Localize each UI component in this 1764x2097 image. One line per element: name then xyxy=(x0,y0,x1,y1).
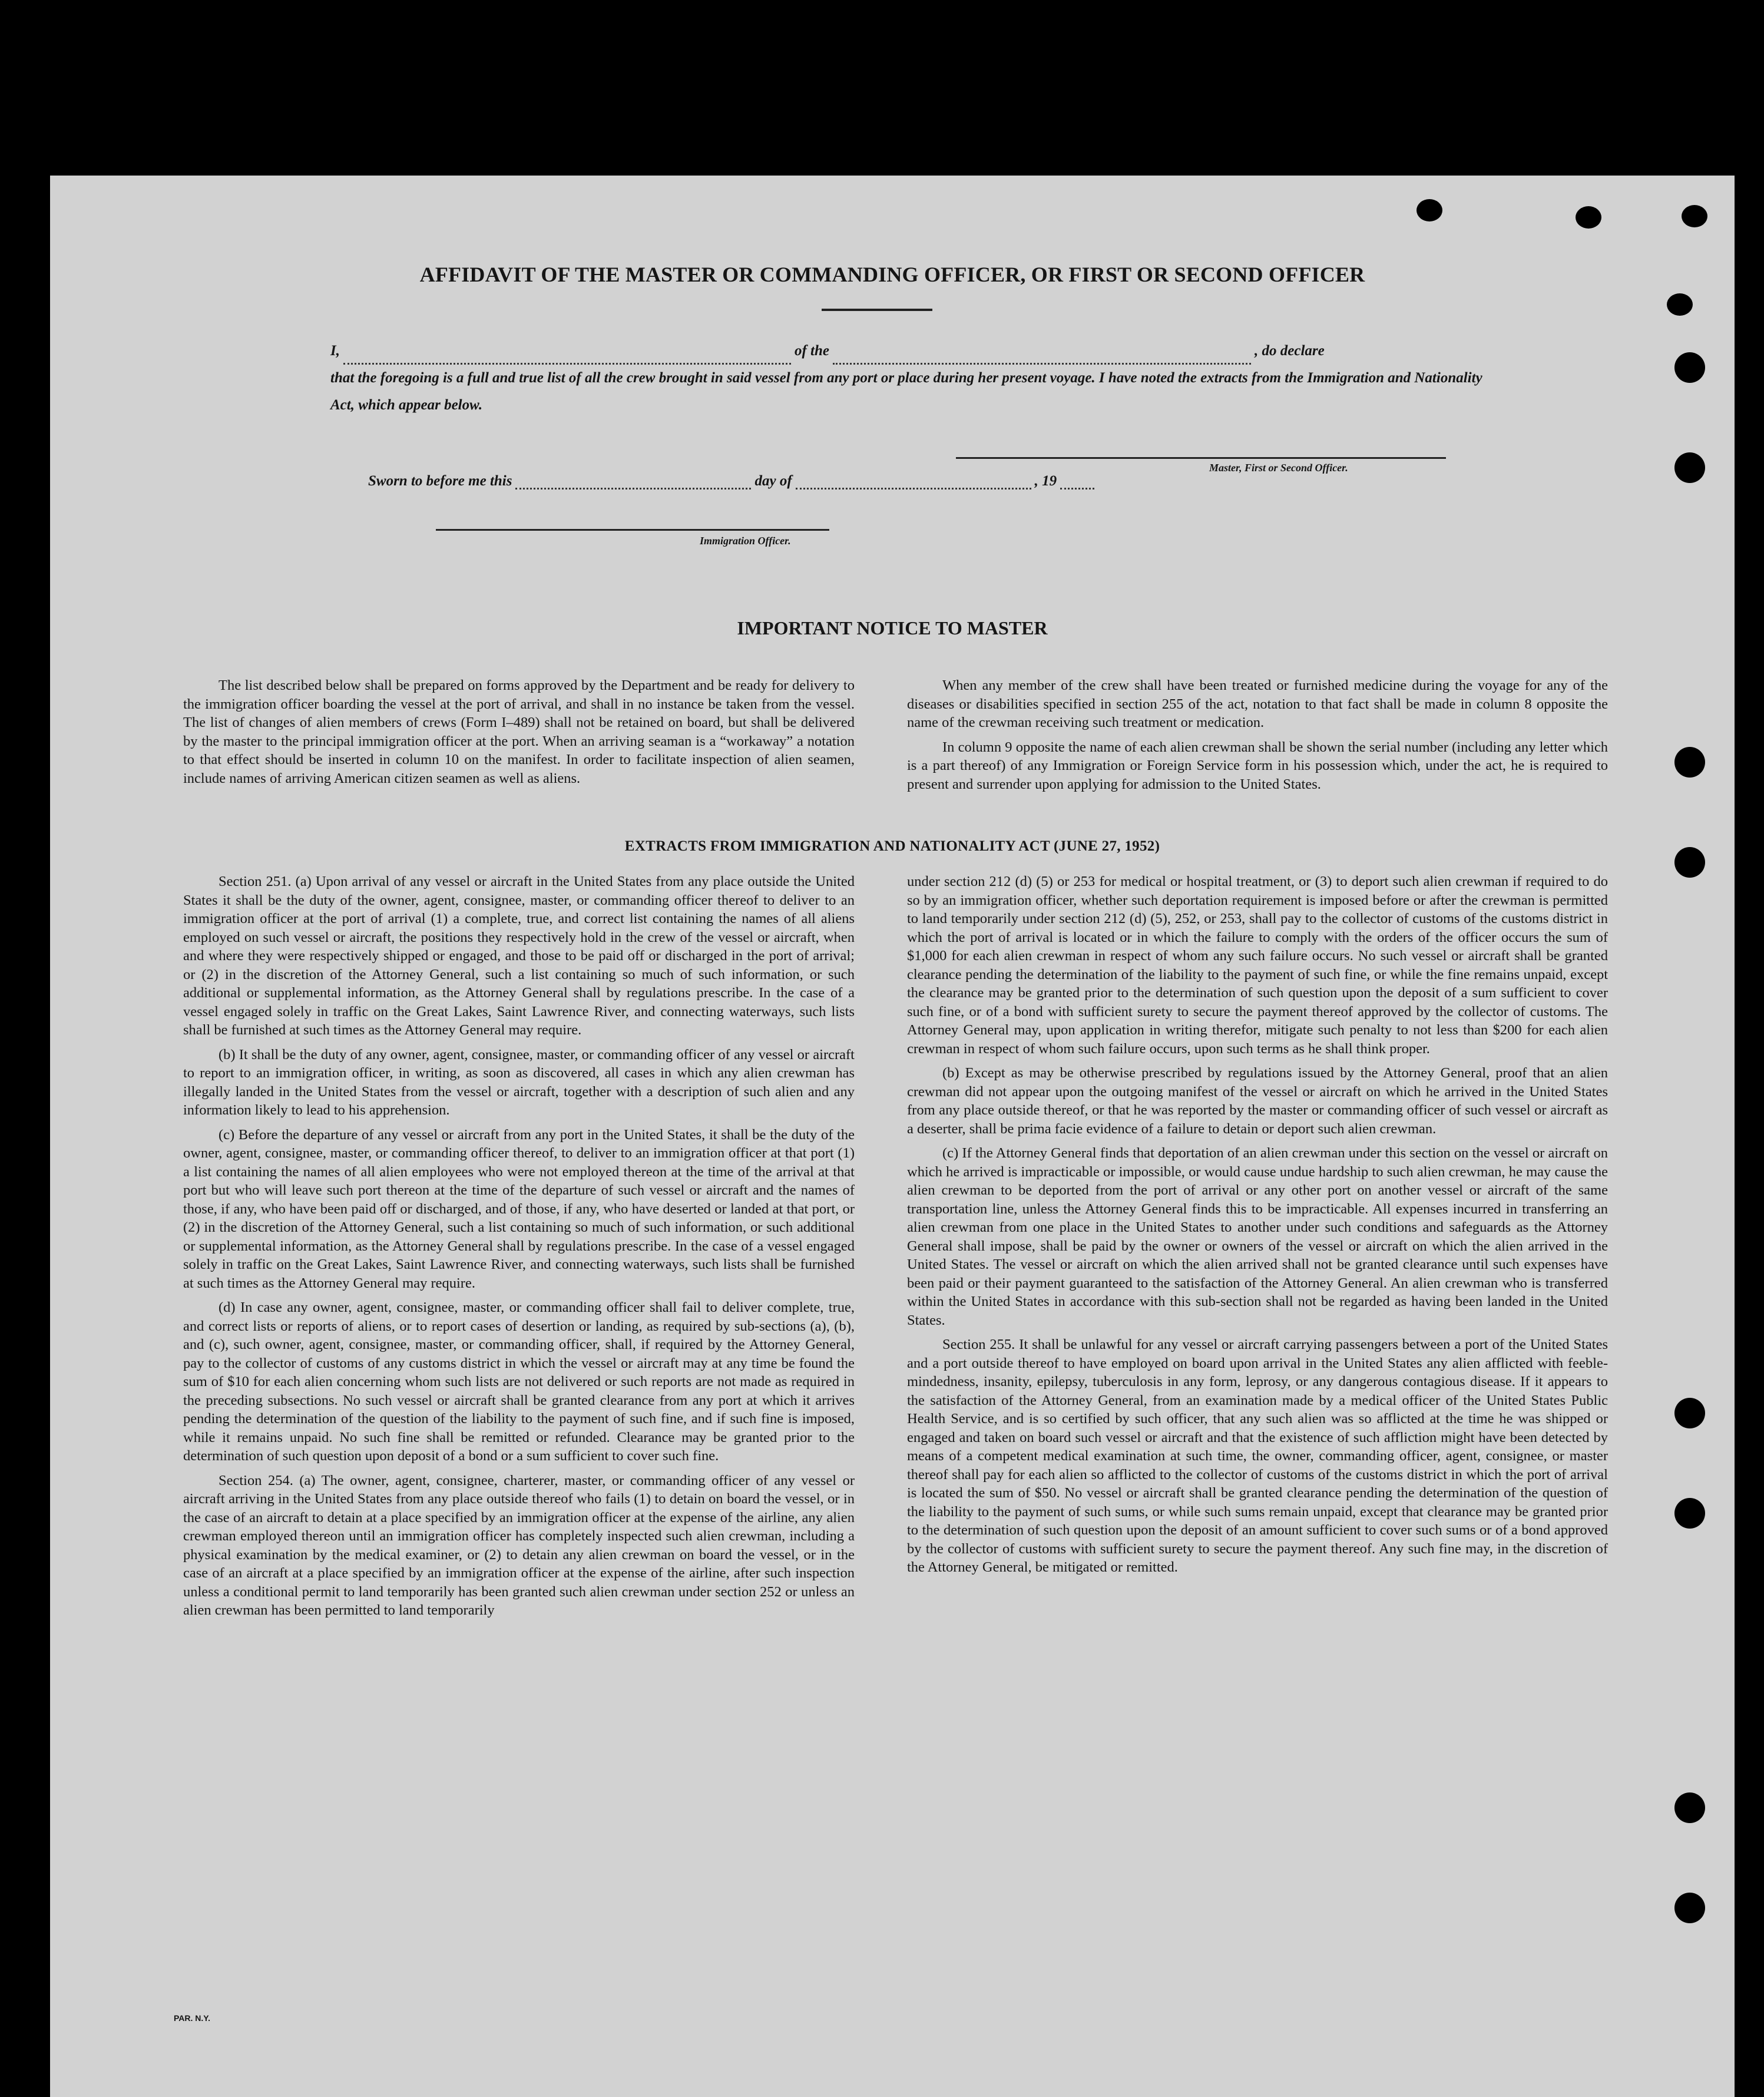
notice-paragraph: When any member of the crew shall have been treated or furnished medicine during the voyage for any of the diseases or disabilities specified in section 255 of the act, notation to that fact shall be made in column 8 opposite the name of the crewman receiving such treatment or medication. xyxy=(907,677,1608,730)
declaration-text: that the foregoing is a full and true list of all the crew brought in said vessel from any port or place during her present voyage. I have noted the extracts from the Immigration and Nationality Act, which appear below. xyxy=(330,370,1482,413)
year-label: , 19 xyxy=(1034,473,1057,489)
extracts-left-column xyxy=(183,872,855,1626)
extracts-right-column xyxy=(907,872,1608,1583)
binder-hole xyxy=(1576,206,1601,229)
printer-mark: PAR. N.Y. xyxy=(174,2013,210,2023)
notice-right-column xyxy=(907,676,1608,799)
officer-signature-line[interactable] xyxy=(436,529,829,531)
sworn-day-field[interactable] xyxy=(515,476,751,489)
sworn-label: Sworn to before me this xyxy=(368,473,512,489)
declaration-line xyxy=(330,338,1486,365)
vessel-field[interactable] xyxy=(833,351,1251,365)
binder-hole xyxy=(1674,747,1705,778)
officer-signature-label: Immigration Officer. xyxy=(700,535,791,547)
statute-paragraph: (b) It shall be the duty of any owner, agent, consignee, master, or commanding officer of any vessel or aircraft to report to an immigration officer, in writing, as soon as discovered, all cases in which any alien crewman has illegally landed in the United States from the vessel or aircraft, together with a description of such alien and any information likely to lead to his apprehension. xyxy=(183,1046,855,1118)
statute-paragraph: (b) Except as may be otherwise prescribed by regulations issued by the Attorney General, proof that an alien crewman did not appear upon the outgoing manifest of the vessel or aircraft on which he arrived in the United States from any place outside thereof, or that he was reported by the master or commanding officer of such vessel or aircraft as a deserter, shall be prima facie evidence of a failure to detain or deport such alien crewman. xyxy=(907,1065,1608,1137)
binder-hole xyxy=(1674,1398,1705,1428)
statute-paragraph: Section 251. (a) Upon arrival of any vessel or aircraft in the United States from any place outside the United States it shall be the duty of the owner, agent, consignee, master, or commanding officer thereof to deliver to an immigration officer at the port of arrival (1) a complete, true, and correct list containing the names of all aliens employed on such vessel or aircraft, the positions they respectively hold in the crew of the vessel or aircraft, when and where they were respectively shipped or engaged, and those to be paid off or discharged in the port of arrival; or (2) in the discretion of the Attorney General, such a list containing so much of such information, or such additional or supplemental information, as the Attorney General shall by regulations prescribe. In the case of a vessel engaged solely in traffic on the Great Lakes, Saint Lawrence River, and connecting waterways, such lists shall be furnished at such times as the Attorney General may require. xyxy=(183,874,855,1038)
binder-hole xyxy=(1667,293,1693,316)
sworn-year-field[interactable] xyxy=(1060,476,1094,489)
extracts-title: EXTRACTS FROM IMMIGRATION AND NATIONALITY ACT (JUNE 27, 1952) xyxy=(624,838,1160,854)
binder-hole xyxy=(1674,352,1705,383)
day-of-label: day of xyxy=(754,473,792,489)
title-rule xyxy=(822,309,932,311)
sworn-line xyxy=(368,473,1098,489)
binder-hole xyxy=(1417,199,1442,221)
notice-paragraph: In column 9 opposite the name of each alien crewman shall be shown the serial number (including any letter which is a part thereof) of any Immigration or Foreign Service form in his possession which, under the act, he is required to present and surrender upon applying for admission to the United States. xyxy=(907,739,1608,792)
statute-paragraph: under section 212 (d) (5) or 253 for medical or hospital treatment, or (3) to deport such alien crewman if required to do so by an immigration officer, whether such deportation requirement is imposed before or after the crewman is permitted to land temporarily under section 212 (d) (5), 252, or 253, shall pay to the collector of customs of the customs district in which the port of arrival is located or in which the failure to comply with the orders of the officer occurs the sum of $1,000 for each alien crewman in respect of whom any such failure occurs. No such vessel or aircraft shall be granted clearance pending the determination of the liability to the payment of such fine, or while the fine remains unpaid, except the clearance may be granted prior to the determination of such question upon the deposit of a sum sufficient to cover such fine, or of a bond with sufficient surety to secure the payment thereof approved by the collector of customs. The Attorney General may, upon application in writing therefor, mitigate such penalty to not less than $200 for each alien crewman in respect of whom such failure occurs, upon such terms as he shall think proper. xyxy=(907,874,1608,1057)
i-label: I, xyxy=(330,343,340,359)
statute-paragraph: (c) Before the departure of any vessel or aircraft from any port in the United States, it shall be the duty of the owner, agent, consignee, master, or commanding officer thereof, to deliver to an immigration officer at that port (1) a list containing the names of all alien employees who were not employed thereon at the time of the arrival at that port but who will leave such port thereon at the time of the departure of such vessel or aircraft and the names of those, if any, who have been paid off or discharged, and of those, if any, who have deserted or landed at that port, or (2) in the discretion of the Attorney General, such a list containing so much of such information, or such additional or supplemental information, as the Attorney General shall by regulations prescribe. In the case of a vessel engaged solely in traffic on the Great Lakes, Saint Lawrence River, and connecting waterways, such lists shall be furnished at such times as the Attorney General may require. xyxy=(183,1126,855,1291)
notice-title: IMPORTANT NOTICE TO MASTER xyxy=(737,617,1048,639)
document-page xyxy=(50,176,1735,2097)
statute-paragraph: Section 255. It shall be unlawful for any vessel or aircraft carrying passengers between a port of the United States and a port outside thereof to have employed on board upon arrival in the United States any alien afflicted with feeble-mindedness, insanity, epilepsy, tuberculosis in any form, leprosy, or any dangerous contagious disease. If it appears to the satisfaction of the Attorney General, from an examination made by a medical officer of the United States Public Health Service, and is so certified by such officer, that any such alien was so afflicted at the time he was shipped or engaged and taken on board such vessel or aircraft and that the existence of such affliction might have been detected by means of a competent medical examination at such time, the owner, commanding officer, agent, consignee, or master thereof shall pay for each alien so afflicted to the collector of customs of the customs district in which the port of arrival is located the sum of $50. No vessel or aircraft shall be granted clearance pending the determination of the question of the liability to the payment of such sums, or while such sums remain unpaid, except that clearance may be granted prior to the determination of such question upon the deposit of an amount sufficient to cover such sums or of a bond approved by the collector of customs with sufficient surety to secure the payment thereof. Any such fine may, in the discretion of the Attorney General, be mitigated or remitted. xyxy=(907,1337,1608,1575)
affidavit-title: AFFIDAVIT OF THE MASTER OR COMMANDING OFFICER, OR FIRST OR SECOND OFFICER xyxy=(419,263,1365,286)
sworn-month-field[interactable] xyxy=(796,476,1031,489)
declaration-block xyxy=(330,338,1486,419)
binder-hole xyxy=(1682,205,1707,227)
master-signature-line[interactable] xyxy=(956,457,1446,459)
statute-paragraph: (c) If the Attorney General finds that deportation of an alien crewman under this section on the vessel or aircraft on which he arrived is impracticable or impossible, or would cause undue hardship to such alien crewman, he may cause the alien crewman to be deported from the port of arrival or any other port on another vessel or aircraft of the same transportation line, unless the Attorney General finds this to be impracticable. All expenses incurred in transferring an alien crewman from one place in the United States to another under such conditions and safeguards as the Attorney General shall impose, shall be paid by the owner or owners of the vessel or aircraft on which the alien arrived in the United States. The vessel or aircraft on which the alien arrived shall not be granted clearance until such expenses have been paid or their payment guaranteed to the satisfaction of the Attorney General. An alien crewman who is transferred within the United States in accordance with this sub-section shall not be regarded as having been landed in the United States. xyxy=(907,1145,1608,1328)
notice-paragraph: The list described below shall be prepared on forms approved by the Department and be ready for delivery to the immigration officer boarding the vessel at the port of arrival, and shall in no instance be taken from the vessel. The list of changes of alien members of crews (Form I–489) shall not be retained on board, but shall be delivered by the master to the principal immigration officer at the port. When an arriving seaman is a “workaway” a notation to that effect should be inserted in column 10 on the manifest. In order to facilitate inspection of alien seamen, include names of arriving American citizen seamen as well as aliens. xyxy=(183,677,855,786)
master-signature-label: Master, First or Second Officer. xyxy=(1209,462,1348,474)
name-field[interactable] xyxy=(343,351,791,365)
binder-hole xyxy=(1674,452,1705,483)
notice-left-column xyxy=(183,676,855,793)
of-the-label: of the xyxy=(794,343,830,359)
binder-hole xyxy=(1674,1792,1705,1823)
statute-paragraph: (d) In case any owner, agent, consignee, master, or commanding officer shall fail to deliver complete, true, and correct lists or reports of aliens, or to report cases of desertion or landing, as required by sub-sections (a), (b), and (c), such owner, agent, consignee, master, or commanding officer, shall, if required by the Attorney General, pay to the collector of customs of any customs district in which the vessel or aircraft may at any time be found the sum of $10 for each alien concerning whom such lists are not delivered or such reports are not made as required in the preceding subsections. No such vessel or aircraft shall be granted clearance from any port at which it arrives pending the determination of the question of the liability to the payment of such fine, and if such fine is imposed, while it remains unpaid. No such fine shall be remitted or refunded. Clearance may be granted prior to the determination of such question upon deposit of a bond or a sum sufficient to cover such fine. xyxy=(183,1299,855,1464)
statute-paragraph: Section 254. (a) The owner, agent, consignee, charterer, master, or commanding officer of any vessel or aircraft arriving in the United States from any place outside thereof who fails (1) to detain on board the vessel, or in the case of an aircraft to detain at a place specified by an immigration officer at the expense of the airline, any alien crewman employed thereon until an immigration officer has completely inspected such alien crewman, including a physical examination by the medical examiner, or (2) to detain any alien crewman on board the vessel, or in the case of an aircraft at a place specified by an immigration officer at the expense of the airline, after such inspection unless a conditional permit to land temporarily has been granted such alien crewman under section 252 or unless an alien crewman has been permitted to land temporarily xyxy=(183,1472,855,1618)
do-declare-label: , do declare xyxy=(1255,343,1325,359)
binder-hole xyxy=(1674,1498,1705,1529)
binder-hole xyxy=(1674,1893,1705,1923)
